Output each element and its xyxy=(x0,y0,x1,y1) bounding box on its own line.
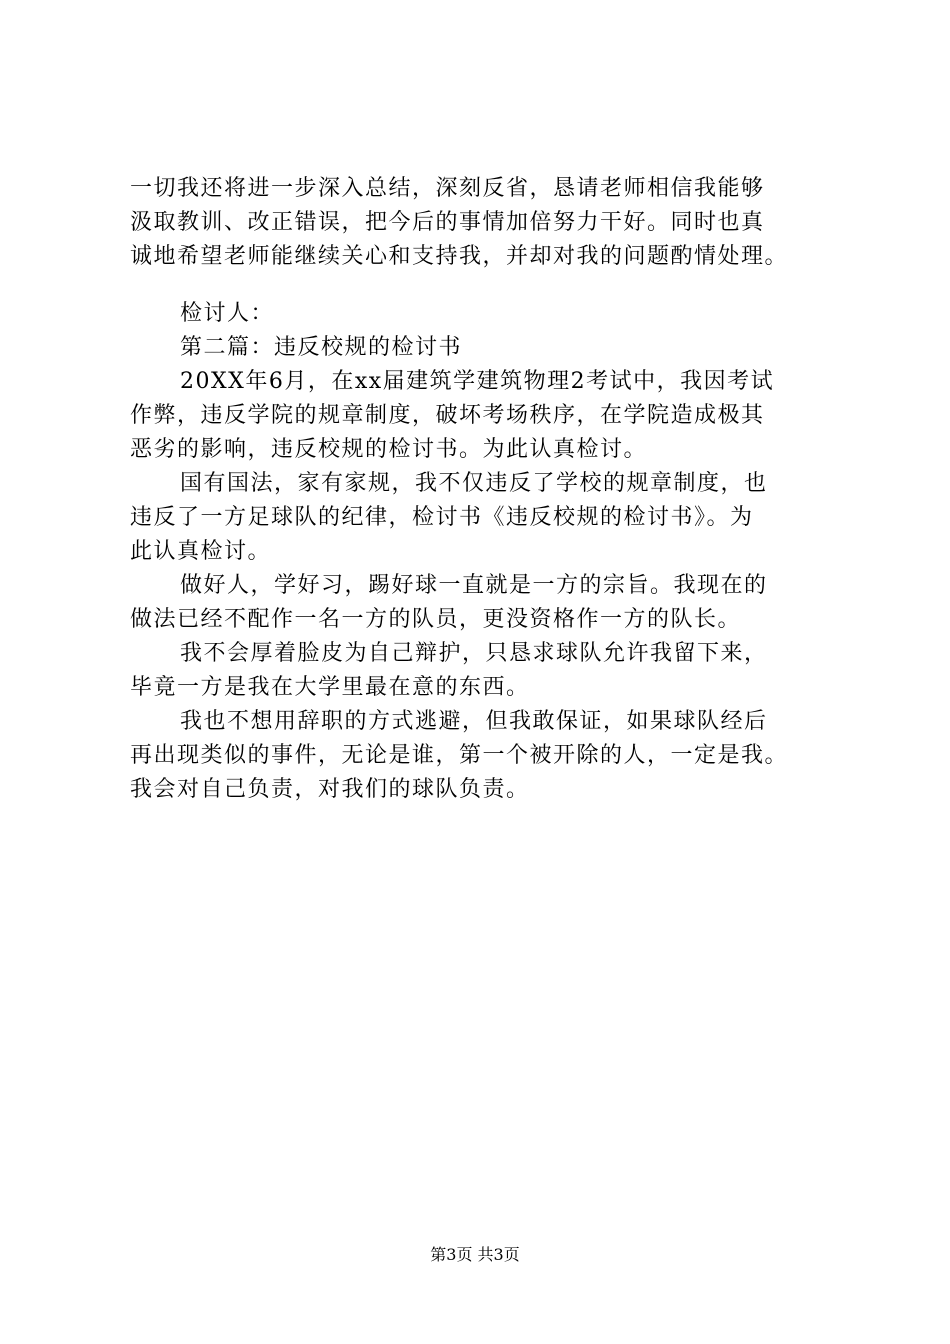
paragraph-line: 诚地希望老师能继续关心和支持我，并却对我的问题酌情处理。 xyxy=(130,244,789,269)
paragraph-line: 汲取教训、改正错误，把今后的事情加倍努力干好。同时也真 xyxy=(130,210,765,235)
paragraph-line: 我不会厚着脸皮为自己辩护，只恳求球队允许我留下来， xyxy=(180,641,768,666)
paragraph-line: 一切我还将进一步深入总结，深刻反省，恳请老师相信我能够 xyxy=(130,176,765,201)
page-number-footer: 第3页 共3页 xyxy=(430,1245,520,1264)
signature-label: 检讨人： xyxy=(180,301,275,326)
paragraph-line: 20XX年6月，在xx届建筑学建筑物理2考试中，我因考试 xyxy=(180,369,775,394)
paragraph-line: 作弊，违反学院的规章制度，破坏考场秩序，在学院造成极其 xyxy=(130,403,765,428)
paragraph-line: 再出现类似的事件，无论是谁，第一个被开除的人，一定是我。 xyxy=(130,743,789,768)
paragraph-line: 毕竟一方是我在大学里最在意的东西。 xyxy=(130,675,530,700)
paragraph-line: 我会对自己负责，对我们的球队负责。 xyxy=(130,777,530,802)
paragraph-line: 恶劣的影响，违反校规的检讨书。为此认真检讨。 xyxy=(130,437,648,462)
paragraph-line: 国有国法，家有家规，我不仅违反了学校的规章制度，也 xyxy=(180,471,768,496)
paragraph-line: 做好人，学好习，踢好球一直就是一方的宗旨。我现在的 xyxy=(180,573,768,598)
paragraph-line: 违反了一方足球队的纪律，检讨书《违反校规的检讨书》。为 xyxy=(130,505,754,530)
paragraph-line: 做法已经不配作一名一方的队员，更没资格作一方的队长。 xyxy=(130,607,742,632)
paragraph-line: 此认真检讨。 xyxy=(130,539,272,564)
section-heading: 第二篇：违反校规的检讨书 xyxy=(180,335,463,360)
paragraph-line: 我也不想用辞职的方式逃避，但我敢保证，如果球队经后 xyxy=(180,709,768,734)
